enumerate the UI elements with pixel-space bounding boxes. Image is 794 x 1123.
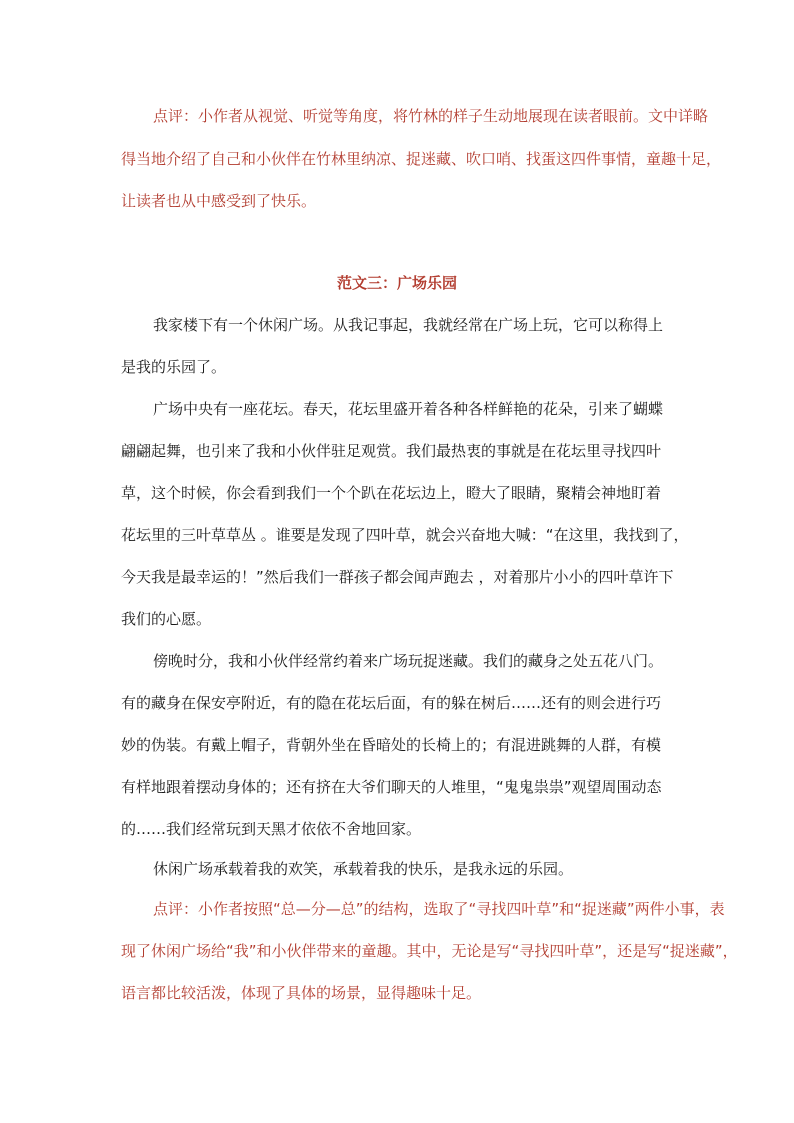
essay-p4-line-1: 休闲广场承载着我的欢笑，承载着我的快乐，是我永远的乐园。 (153, 860, 574, 878)
essay-p2-line-3: 草，这个时候，你会看到我们一个个趴在花坛边上，瞪大了眼睛，聚精会神地盯着 (121, 484, 662, 502)
essay-p2-line-1: 广场中央有一座花坛。春天，花坛里盛开着各种各样鲜艳的花朵，引来了蝴蝶 (153, 400, 664, 418)
review-2-line-3: 语言都比较活泼，体现了具体的场景，显得趣味十足。 (121, 984, 482, 1002)
essay-p3-line-3: 妙的伪装。有戴上帽子，背朝外坐在昏暗处的长椅上的；有混进跳舞的人群，有模 (121, 736, 662, 754)
review-1-line-1: 点评：小作者从视觉、听觉等角度，将竹林的样子生动地展现在读者眼前。文中详略 (153, 107, 709, 125)
essay-p3-line-1: 傍晚时分，我和小伙伴经常约着来广场玩捉迷藏。我们的藏身之处五花八门。 (153, 652, 664, 670)
review-1-line-3: 让读者也从中感受到了快乐。 (121, 192, 317, 210)
essay-p3-line-4: 有样地跟着摆动身体的；还有挤在大爷们聊天的人堆里，“鬼鬼祟祟”观望周围动态 (121, 778, 662, 796)
essay-p2-line-6: 我们的心愿。 (121, 610, 212, 628)
essay-p3-line-2: 有的藏身在保安亭附近，有的隐在花坛后面，有的躲在树后……还有的则会进行巧 (121, 694, 662, 712)
review-2-line-2: 现了休闲广场给“我”和小伙伴带来的童趣。其中，无论是写“寻找四叶草”，还是写“捉迷藏”， (121, 942, 738, 960)
essay-p2-line-5: 今天我是最幸运的！”然后我们一群孩子都会闻声跑去 ，对着那片小小的四叶草许下 (121, 568, 674, 586)
review-1-line-2: 得当地介绍了自己和小伙伴在竹林里纳凉、捉迷藏、吹口哨、找蛋这四件事情，童趣十足， (121, 150, 722, 168)
essay-p2-line-4: 花坛里的三叶草草丛 。谁要是发现了四叶草，就会兴奋地大喊：“在这里，我找到了， (121, 526, 689, 544)
essay-p1-line-2: 是我的乐园了。 (121, 358, 227, 376)
essay-title: 范文三：广场乐园 (336, 274, 457, 292)
essay-p3-line-5: 的……我们经常玩到天黑才依依不舍地回家。 (121, 820, 422, 838)
essay-p2-line-2: 翩翩起舞，也引来了我和小伙伴驻足观赏。我们最热衷的事就是在花坛里寻找四叶 (121, 442, 662, 460)
essay-p1-line-1: 我家楼下有一个休闲广场。从我记事起，我就经常在广场上玩，它可以称得上 (153, 316, 664, 334)
review-2-line-1: 点评：小作者按照“总—分—总”的结构，选取了“寻找四叶草”和“捉迷藏”两件小事，表 (153, 900, 725, 918)
